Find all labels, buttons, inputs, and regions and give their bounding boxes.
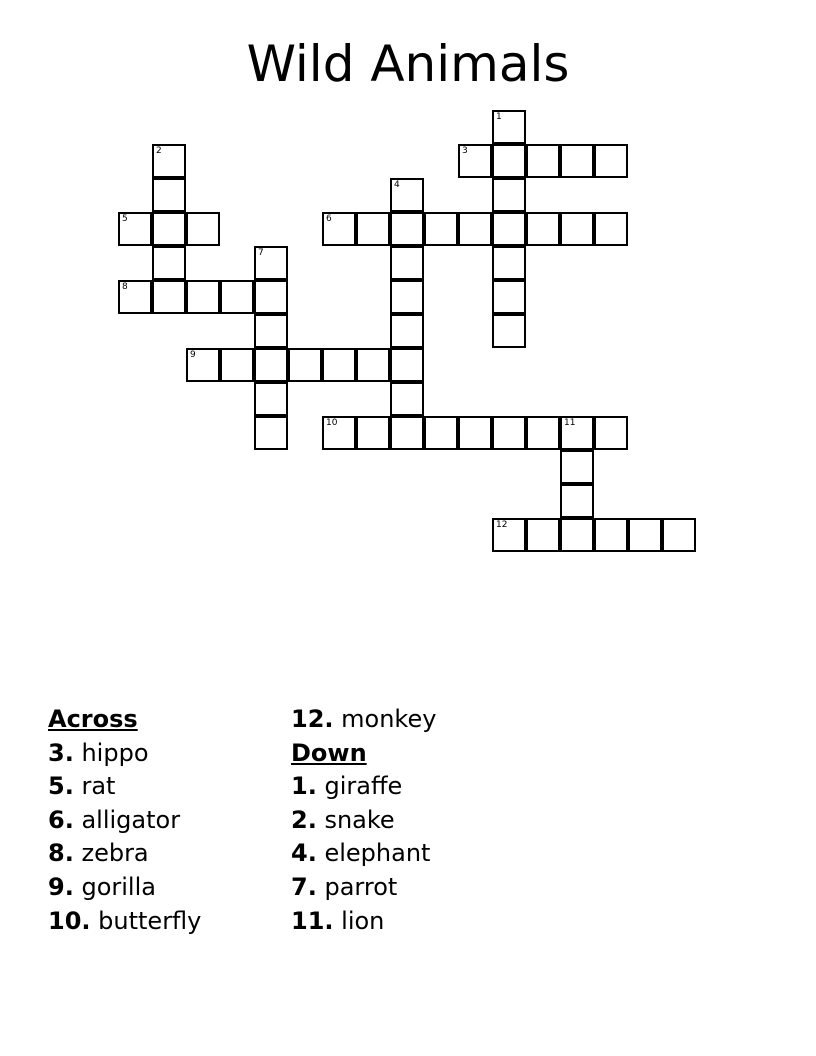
cell-number: 3: [462, 146, 468, 156]
grid-cell: [526, 144, 560, 178]
grid-cell: [356, 212, 390, 246]
grid-cell: [560, 212, 594, 246]
cell-number: 5: [122, 214, 128, 224]
cell-number: 12: [496, 520, 508, 530]
grid-cell: [356, 348, 390, 382]
grid-cell: [628, 518, 662, 552]
grid-cell: [152, 212, 186, 246]
grid-cell: [390, 178, 424, 212]
cell-number: 2: [156, 146, 162, 156]
down-clue: 2. snake: [291, 805, 395, 834]
clue-column-left: [48, 703, 201, 938]
grid-cell: [390, 382, 424, 416]
grid-cell: [186, 212, 220, 246]
grid-cell: [390, 246, 424, 280]
down-clue: 7. parrot: [291, 872, 398, 901]
grid-cell: [458, 212, 492, 246]
grid-cell: [322, 416, 356, 450]
grid-cell: [152, 144, 186, 178]
grid-cell: [492, 416, 526, 450]
across-clue: 9. gorilla: [48, 872, 156, 901]
grid-cell: [254, 382, 288, 416]
across-clue: 3. hippo: [48, 738, 149, 767]
grid-cell: [152, 280, 186, 314]
grid-cell: [594, 144, 628, 178]
grid-cell: [220, 280, 254, 314]
grid-cell: [220, 348, 254, 382]
grid-cell: [594, 518, 628, 552]
cell-number: 6: [326, 214, 332, 224]
cell-number: 4: [394, 180, 400, 190]
grid-cell: [492, 314, 526, 348]
grid-cell: [254, 314, 288, 348]
grid-cell: [560, 144, 594, 178]
grid-cell: [288, 348, 322, 382]
grid-cell: [390, 416, 424, 450]
grid-cell: [594, 212, 628, 246]
across-heading: Across: [48, 705, 138, 733]
grid-cell: [458, 416, 492, 450]
grid-cell: [322, 212, 356, 246]
grid-cell: [118, 212, 152, 246]
grid-cell: [492, 178, 526, 212]
grid-cell: [390, 348, 424, 382]
grid-cell: [594, 416, 628, 450]
across-clue: 10. butterfly: [48, 906, 202, 935]
grid-cell: [458, 144, 492, 178]
grid-cell: [492, 144, 526, 178]
across-clue: 5. rat: [48, 772, 116, 801]
across-clue: 12. monkey: [291, 705, 437, 733]
grid-cell: [526, 518, 560, 552]
grid-cell: [254, 348, 288, 382]
grid-cell: [662, 518, 696, 552]
grid-cell: [254, 246, 288, 280]
grid-cell: [152, 246, 186, 280]
down-clue: 11. lion: [291, 906, 385, 935]
down-heading: Down: [291, 738, 367, 767]
down-clue: 4. elephant: [291, 839, 431, 868]
grid-cell: [492, 280, 526, 314]
cell-number: 8: [122, 282, 128, 292]
grid-cell: [390, 314, 424, 348]
across-clue: 8. zebra: [48, 839, 149, 868]
cell-number: 9: [190, 350, 196, 360]
grid-cell: [492, 246, 526, 280]
grid-cell: [390, 212, 424, 246]
grid-cell: [424, 416, 458, 450]
grid-cell: [560, 416, 594, 450]
cell-number: 7: [258, 248, 264, 258]
grid-cell: [254, 416, 288, 450]
grid-cell: [254, 280, 288, 314]
grid-cell: [186, 280, 220, 314]
grid-cell: [492, 110, 526, 144]
cell-number: 10: [326, 418, 338, 428]
puzzle-title: Wild Animals: [246, 35, 570, 93]
grid-cell: [356, 416, 390, 450]
grid-cell: [492, 518, 526, 552]
grid-cell: [560, 518, 594, 552]
down-clue: 1. giraffe: [291, 772, 403, 801]
grid-cell: [390, 280, 424, 314]
grid-cell: [560, 450, 594, 484]
clue-column-right: [291, 703, 436, 938]
grid-cell: [118, 280, 152, 314]
grid-cell: [560, 484, 594, 518]
across-clue: 6. alligator: [48, 805, 181, 834]
grid-cell: [492, 212, 526, 246]
cell-number: 1: [496, 112, 502, 122]
grid-cell: [526, 416, 560, 450]
grid-cell: [322, 348, 356, 382]
grid-cell: [186, 348, 220, 382]
grid-cell: [424, 212, 458, 246]
grid-cell: [526, 212, 560, 246]
cell-number: 11: [564, 418, 576, 428]
grid-cell: [152, 178, 186, 212]
